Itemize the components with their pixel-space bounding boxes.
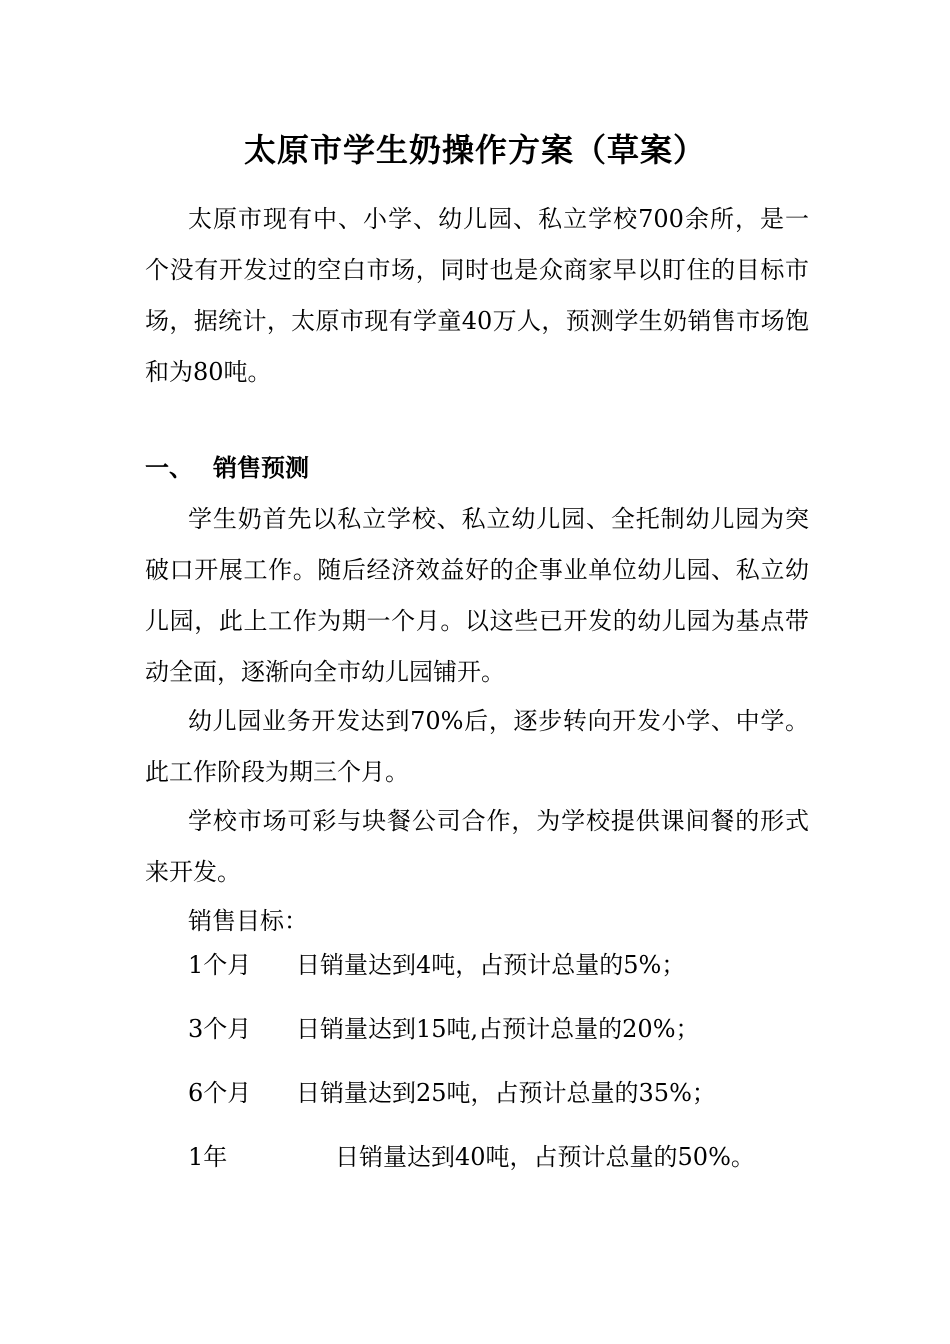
body-paragraph: 幼儿园业务开发达到70%后，逐步转向开发小学、中学。此工作阶段为期三个月。 [145,707,809,786]
document-title: 太原市学生奶操作方案（草案） [243,131,706,169]
target-period: 6个月 [188,1079,252,1107]
body-paragraph: 学校市场可彩与块餐公司合作，为学校提供课间餐的形式来开发。 [145,807,809,886]
target-text: 日销量达到15吨,占预计总量的20%； [296,1015,700,1043]
sales-target-label: 销售目标： [188,907,308,935]
body-paragraph: 学生奶首先以私立学校、私立幼儿园、全托制幼儿园为突破口开展工作。随后经济效益好的企事业单位幼儿园、私立幼儿园，此上工作为期一个月。以这些已开发的幼儿园为基点带动全面，逐渐向全市幼儿园铺开。 [145,505,809,686]
sales-target-row [188,1137,755,1177]
section-number: 一、 [145,453,193,482]
sales-target-row [188,1073,716,1113]
target-text: 日销量达到4吨，占预计总量的5%； [296,951,686,979]
target-text: 日销量达到25吨，占预计总量的35%； [296,1079,716,1107]
sales-target-row [188,1009,700,1049]
target-period: 1个月 [188,951,252,979]
sales-target-row [188,945,685,985]
intro-paragraph: 太原市现有中、小学、幼儿园、私立学校700余所，是一个没有开发过的空白市场，同时也是众商家早以盯住的目标市场，据统计，太原市现有学童40万人，预测学生奶销售市场饱和为80吨。 [145,205,809,386]
section-heading [145,448,309,488]
target-text: 日销量达到40吨，占预计总量的50%。 [335,1143,755,1171]
target-period: 3个月 [188,1015,252,1043]
target-period: 1年 [188,1143,228,1171]
section-title: 销售预测 [213,453,309,482]
